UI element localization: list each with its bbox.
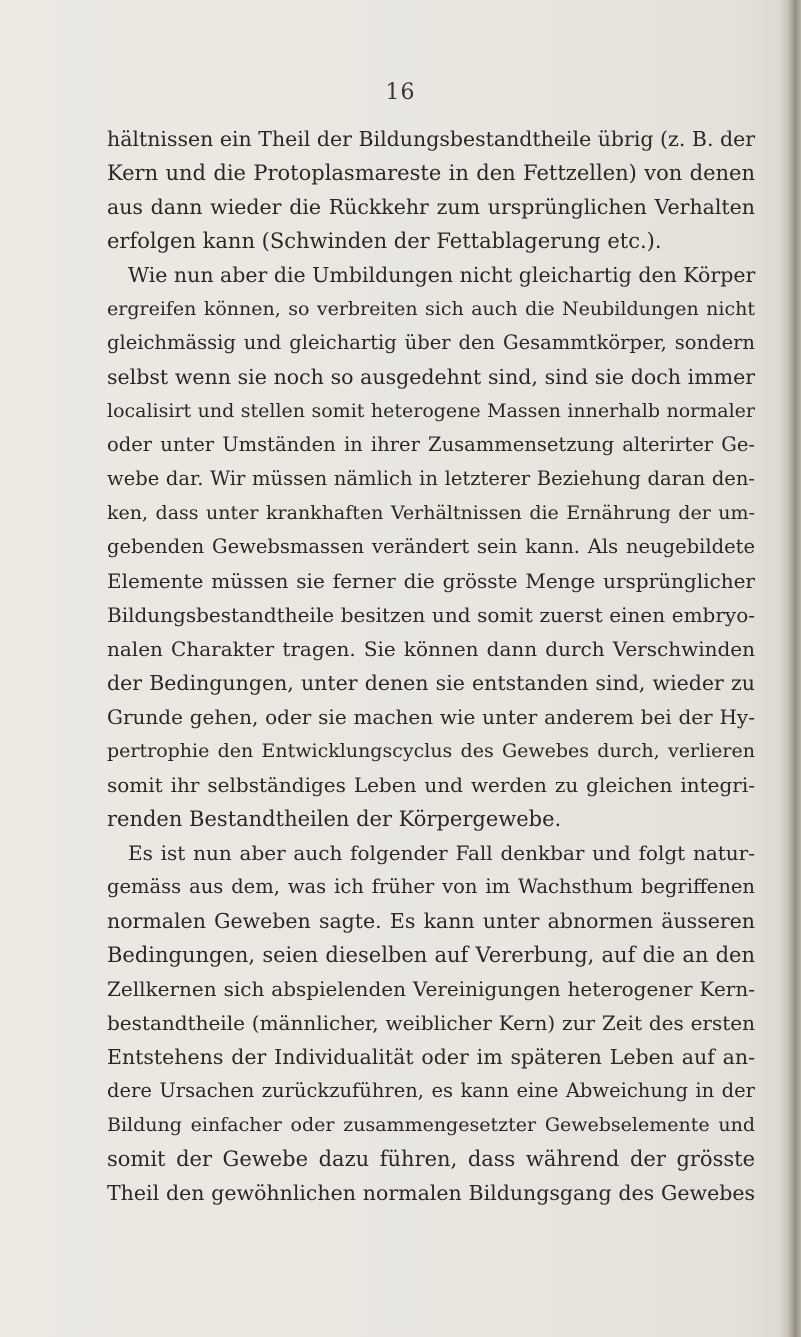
page-edge-shadow — [779, 0, 801, 1337]
text-line: Grunde gehen, oder sie machen wie unter anderem bei der Hy- — [107, 705, 755, 729]
paragraph — [107, 122, 755, 258]
text-line: Entstehens der Individualität oder im späteren Leben auf an- — [107, 1045, 755, 1069]
text-line: Wie nun aber die Umbildungen nicht gleichartig den Körper — [128, 263, 756, 287]
text-line: renden Bestandtheilen der Körpergewebe. — [107, 807, 562, 831]
text-line: somit der Gewebe dazu führen, dass während der grösste — [107, 1147, 755, 1171]
text-line: hältnissen ein Theil der Bildungsbestandtheile übrig (z. B. der — [107, 127, 756, 151]
text-line: Theil den gewöhnlichen normalen Bildungsgang des Gewebes — [107, 1181, 755, 1205]
text-line: bestandtheile (männlicher, weiblicher Kern) zur Zeit des ersten — [107, 1011, 755, 1035]
text-line: Zellkernen sich abspielenden Vereinigungen heterogener Kern- — [107, 977, 755, 1001]
text-line: selbst wenn sie noch so ausgedehnt sind, sind sie doch immer — [107, 365, 755, 389]
text-line: Kern und die Protoplasmareste in den Fettzellen) von denen — [107, 161, 755, 185]
text-line: Bildung einfacher oder zusammengesetzter Gewebselemente und — [107, 1114, 755, 1136]
text-line: Es ist nun aber auch folgender Fall denkbar und folgt natur- — [128, 841, 755, 865]
text-line: aus dann wieder die Rückkehr zum ursprünglichen Verhalten — [107, 195, 755, 219]
text-line: normalen Geweben sagte. Es kann unter abnormen äusseren — [107, 909, 755, 933]
text-line: Bedingungen, seien dieselben auf Vererbung, auf die an den — [107, 943, 755, 967]
text-line: pertrophie den Entwicklungscyclus des Gewebes durch, verlieren — [107, 740, 755, 762]
text-line: gebenden Gewebsmassen verändert sein kann. Als neugebildete — [107, 535, 755, 558]
text-line: oder unter Umständen in ihrer Zusammensetzung alterirter Ge- — [107, 433, 755, 456]
text-line: ken, dass unter krankhaften Verhältnissen die Ernährung der um- — [107, 502, 755, 524]
text-line: webe dar. Wir müssen nämlich in letzterer Beziehung daran den- — [107, 467, 755, 490]
text-line: localisirt und stellen somit heterogene Massen innerhalb normaler — [107, 400, 755, 422]
text-line: Bildungsbestandtheile besitzen und somit zuerst einen embryo- — [107, 603, 755, 627]
text-line: gleichmässig und gleichartig über den Gesammtkörper, sondern — [107, 331, 755, 354]
text-line: erfolgen kann (Schwinden der Fettablagerung etc.). — [107, 229, 662, 253]
text-line: gemäss aus dem, was ich früher von im Wachsthum begriffenen — [107, 875, 755, 898]
text-line: dere Ursachen zurückzuführen, es kann eine Abweichung in der — [107, 1079, 755, 1102]
paragraph — [107, 836, 755, 1210]
text-line: ergreifen können, so verbreiten sich auch die Neubildungen nicht — [107, 298, 755, 320]
text-line: nalen Charakter tragen. Sie können dann durch Verschwinden — [107, 637, 755, 661]
page-number: 16 — [385, 80, 416, 105]
body-text — [107, 122, 755, 1210]
text-line: der Bedingungen, unter denen sie entstanden sind, wieder zu — [107, 671, 755, 695]
text-line: Elemente müssen sie ferner die grösste Menge ursprünglicher — [107, 569, 755, 593]
paragraph — [107, 258, 755, 836]
text-line: somit ihr selbständiges Leben und werden zu gleichen integri- — [107, 773, 755, 797]
